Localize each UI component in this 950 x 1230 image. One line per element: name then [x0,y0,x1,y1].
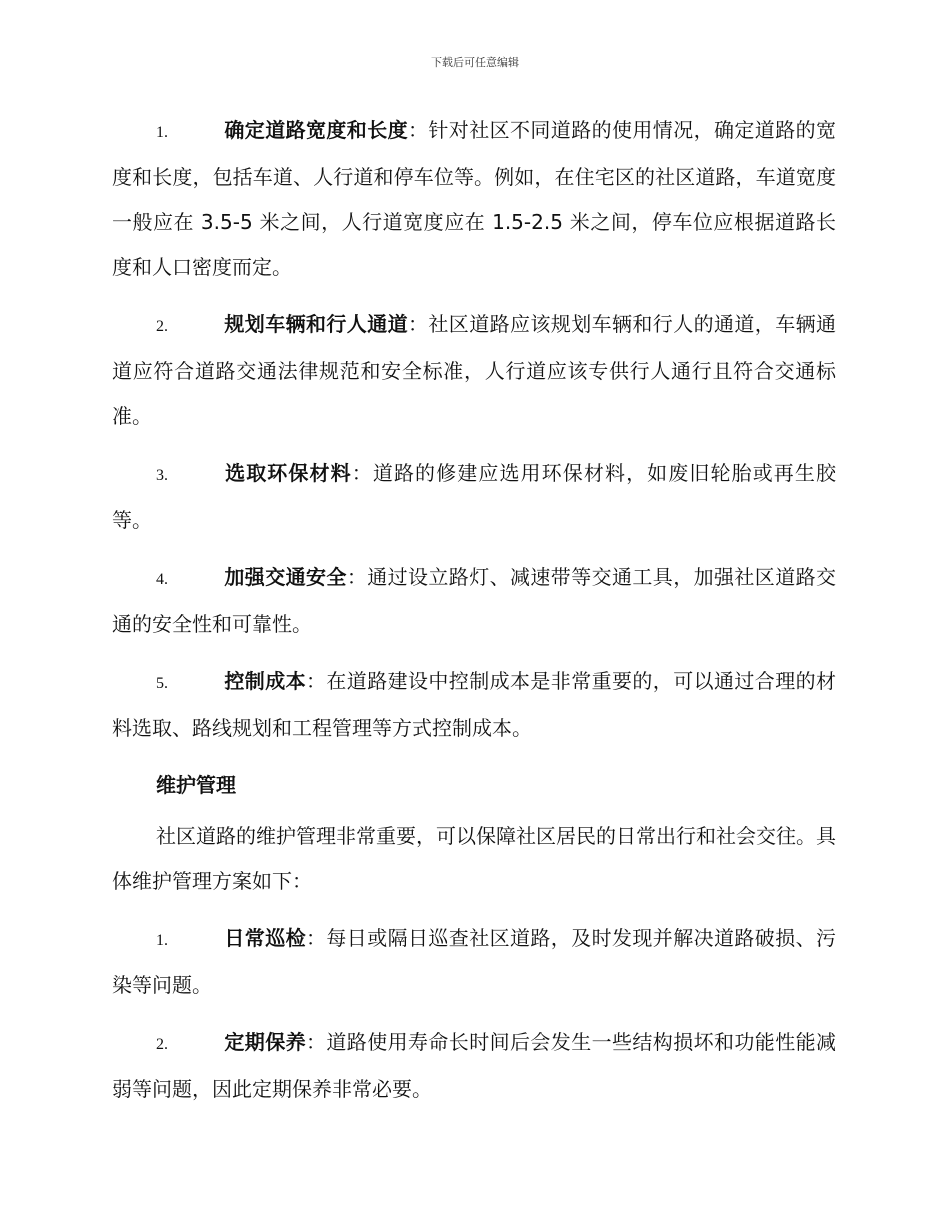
list-number: 1. [156,932,168,949]
list-term: 选取环保材料 [224,461,352,485]
list-term: 规划车辆和行人通道 [224,312,408,336]
list-term: 加强交通安全 [224,565,347,589]
list-number: 4. [156,571,168,588]
list-text: ：通过设立路灯、减速带等交通工具，加强社区道路交通的安全性和可靠性。 [112,565,837,636]
list-term: 确定道路宽度和长度 [224,118,408,142]
list-text: ：道路使用寿命长时间后会发生一些结构损坏和功能性能减弱等问题，因此定期保养非常必要。 [112,1030,836,1101]
list-item [112,1020,836,1112]
list-text: ：在道路建设中控制成本是非常重要的，可以通过合理的材料选取、路线规划和工程管理等方式控制成本。 [112,669,836,740]
list-number: 3. [156,467,168,484]
intro-paragraph: 社区道路的维护管理非常重要，可以保障社区居民的日常出行和社会交往。具体维护管理方案如下： [112,824,836,893]
list-item [112,302,836,439]
list-term: 日常巡检 [224,926,306,950]
section-heading: 维护管理 [156,773,236,797]
document-body [112,108,836,1124]
list-number: 1. [156,124,168,141]
list-item [112,659,836,751]
list-text: ：针对社区不同道路的使用情况，确定道路的宽度和长度，包括车道、人行道和停车位等。例如，在住宅区的社区道路，车道宽度一般应在 3.5-5 米之间，人行道宽度应在 1.5-2.5 米之间，停车位应根据道路长度和人口密度而定。 [112,118,836,279]
list-number: 5. [156,675,168,692]
list-text: ：每日或隔日巡查社区道路，及时发现并解决道路破损、污染等问题。 [112,926,836,997]
list-item [112,108,836,290]
list-text: ：社区道路应该规划车辆和行人的通道，车辆通道应符合道路交通法律规范和安全标准，人行道应该专供行人通行且符合交通标准。 [112,312,836,428]
list-term: 定期保养 [224,1030,306,1054]
list-number: 2. [156,318,168,335]
list-item [112,916,836,1008]
list-number: 2. [156,1036,168,1053]
list-item [112,451,836,543]
list-item [112,555,836,647]
page-header-note: 下载后可任意编辑 [431,56,519,69]
list-text: ：道路的修建应选用环保材料，如废旧轮胎或再生胶等。 [112,461,837,532]
list-term: 控制成本 [224,669,306,693]
